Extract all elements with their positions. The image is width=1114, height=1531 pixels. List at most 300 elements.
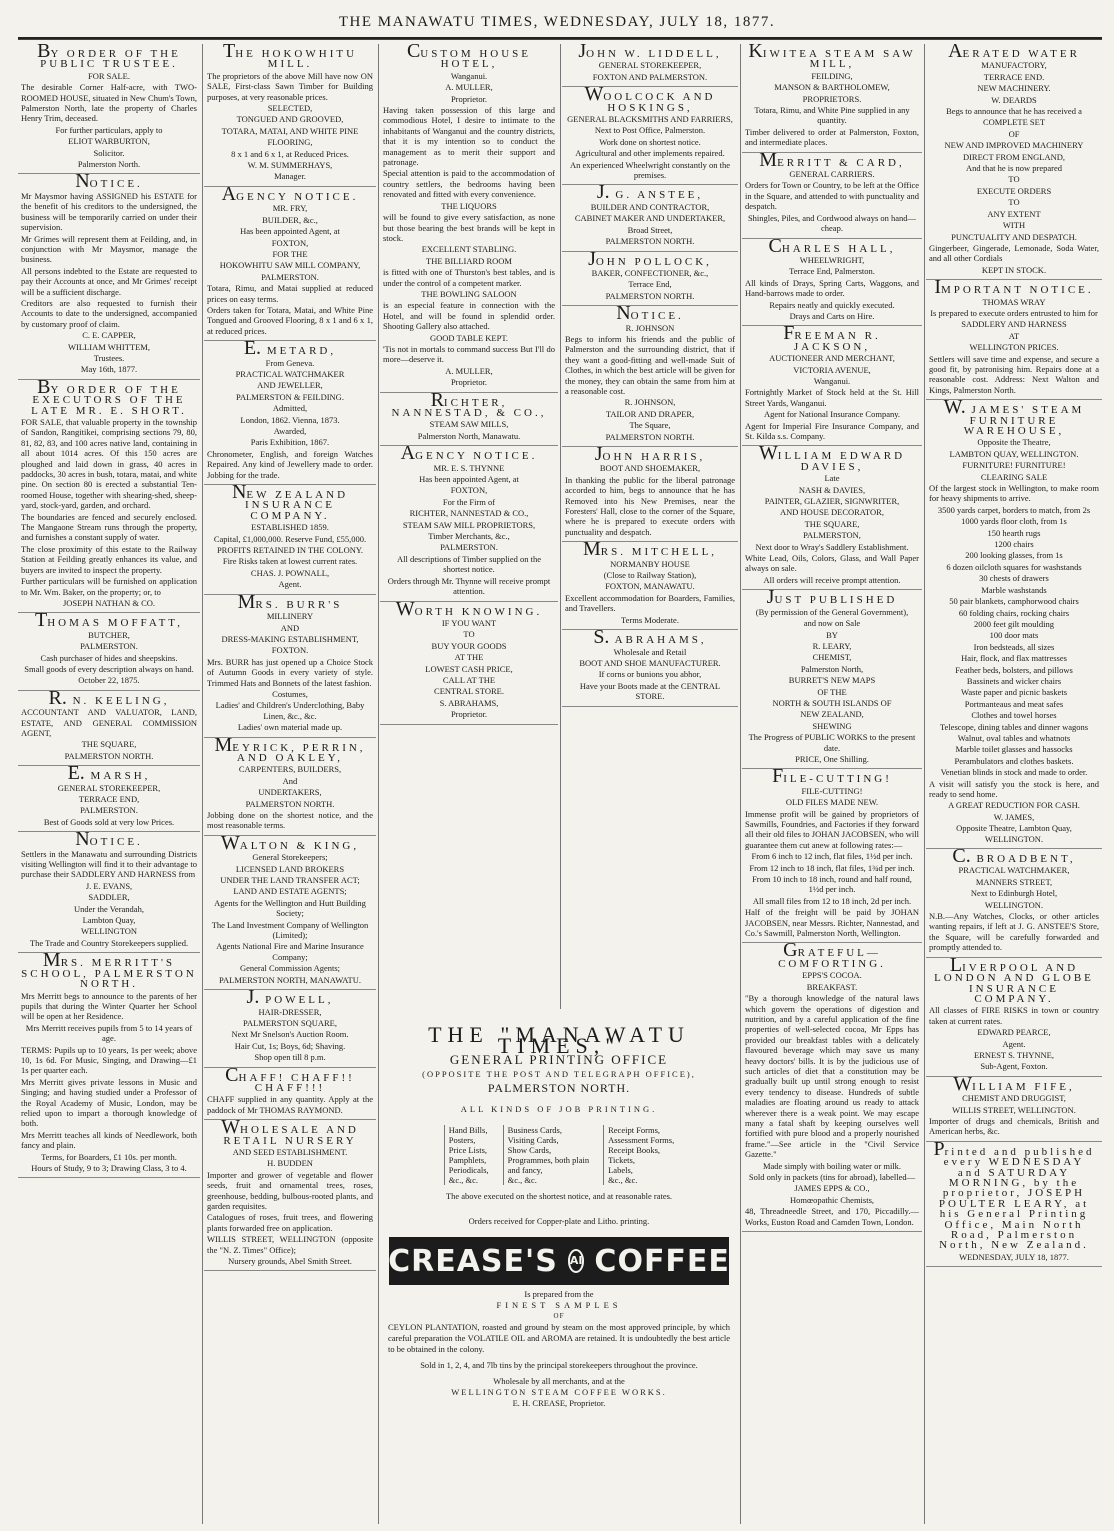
advertisement-line: PROFITS RETAINED IN THE COLONY. — [216, 545, 364, 556]
advertisement — [204, 733, 376, 836]
advertisement-line: Capital, £1,000,000. Reserve Fund, £55,000. — [213, 533, 367, 544]
advertisement-line: Having taken possession of this large and commodious Hotel, I desire to intimate to the inhabitants of Wanganui and the country districts, that it is my intention so to conduct the management as to merit their support and patronage. — [383, 105, 555, 168]
masthead-rule — [18, 37, 1102, 40]
advertisement-line: Half of the freight will be paid by JOHAN JACOBSEN, near Messrs. Richter, Nannestad, and Co.'s Sawmill, Palmerston North, Wellington. — [745, 907, 919, 939]
advertisement — [926, 276, 1102, 400]
coffee-wholesale: Wholesale by all merchants, and at the — [493, 1376, 625, 1386]
advertisement-line: SHEWING — [812, 720, 852, 731]
advertisement-line: May 16th, 1877. — [80, 364, 138, 375]
advertisement-line: PALMERSTON, — [803, 530, 861, 541]
advertisement-line: CHAS. J. POWNALL, — [250, 567, 330, 578]
advertisement-line: TO — [1008, 197, 1020, 208]
advertisement-heading: S. ABRAHAMS, — [593, 626, 707, 649]
advertisement-heading: JOHN HARRIS, — [594, 443, 706, 465]
column-2 — [204, 44, 376, 1524]
advertisement-heading: FREEMAN R. JACKSON, — [783, 322, 881, 353]
advertisement-line: WELLINGTON — [80, 926, 138, 937]
advertisement-line: FOR THE — [272, 248, 308, 259]
advertisement-line: AUCTIONEER AND MERCHANT, — [769, 353, 895, 364]
advertisement-line: PRACTICAL WATCHMAKER — [235, 368, 345, 379]
advertisement — [926, 396, 1102, 849]
advertisement-line: Mr Grimes will represent them at Feilding, and, in conjunction with Mr Maysmor, manage the business. — [21, 233, 197, 265]
advertisement-line: Drays and Carts on Hire. — [789, 310, 875, 321]
advertisement-heading: NEW ZEALAND INSURANCE COMPANY. — [231, 481, 349, 522]
advertisement-line: is fitted with one of Thurston's best tables, and is under the control of a competent marker. — [383, 267, 555, 288]
banner-right: COFFEE — [594, 1243, 730, 1279]
masthead: THE MANAWATU TIMES, WEDNESDAY, JULY 18, 1877. — [338, 14, 776, 30]
advertisement-line: (By permission of the General Government), — [755, 606, 909, 617]
advertisement-line: FILE-CUTTING! — [801, 785, 863, 796]
advertisement-line: Best of Goods sold at very low Prices. — [43, 816, 175, 827]
advertisement-heading: THE HOKOWHITU MILL. — [222, 44, 358, 71]
advertisement-line: Mrs Merritt teaches all kinds of Needlework, both fancy and plain. — [21, 1129, 197, 1151]
advertisement-line: JAMES EPPS & CO., — [794, 1183, 870, 1194]
advertisement-line: Next to Edinburgh Hotel, — [970, 888, 1058, 899]
advertisement-line: Shingles, Piles, and Cordwood always on hand—cheap. — [747, 212, 917, 234]
advertisement-line: Waste paper and picnic baskets — [961, 687, 1067, 698]
advertisement-line: PALMERSTON NORTH. — [245, 798, 335, 809]
advertisement-line: PAINTER, GLAZIER, SIGNWRITER, — [764, 496, 900, 507]
advertisement-line: If corns or bunions you abhor, — [598, 669, 702, 680]
advertisement-line: BUY YOUR GOODS — [431, 640, 507, 651]
advertisement-line: A. MULLER, — [445, 82, 493, 93]
advertisement-line: COMPLETE SET — [982, 117, 1046, 128]
advertisement-line: Lambton Quay, — [82, 915, 136, 926]
advertisement-line: 'Tis not in mortals to command success But I'll do more—deserve it. — [383, 343, 555, 365]
job-list-column — [503, 1125, 589, 1185]
advertisement-line: Chronometer, English, and foreign Watches Repaired. Any kind of Jewellery made to order. Jobbing for the trade. — [207, 448, 373, 480]
advertisement-line: Agent for Imperial Fire Insurance Company, and St. Kilda s.s. Company. — [745, 420, 919, 441]
advertisement-line: Orders for Town or Country, to be left at the Office in the Square, and attended to with punctuality and despatch. — [745, 180, 919, 212]
advertisement-line: WHEELWRIGHT, — [799, 254, 865, 265]
advertisement-line: Wanganui. — [813, 375, 851, 386]
advertisement-line: Telescope, dining tables and dinner wagons — [939, 721, 1089, 732]
advertisement-line: Begs to inform his friends and the public of Palmerston and the surrounding district, that if they want a good-fitting and well-made Suit of Clothes, in which the best article will be given for the money, they can obtain the same from him at a reasonable cost. — [565, 333, 735, 396]
advertisement-line: And that he is now prepared — [965, 163, 1063, 174]
advertisement-line: Broad Street, — [627, 224, 673, 235]
coffee-finest: FINEST SAMPLES — [496, 1300, 622, 1310]
advertisement-line: Mrs. BURR has just opened up a Choice Stock of Autumn Goods in every variety of style. Trimmed Hats and Bonnets of the latest fashion. — [207, 656, 373, 688]
job-item: &c., &c. — [507, 1175, 537, 1185]
advertisement-line: BY — [826, 629, 838, 640]
advertisement — [742, 234, 922, 327]
column-3 — [380, 44, 558, 1009]
advertisement-line: FOR SALE, that valuable property in the township of Sandon, Rangitikei, comprising sections 79, 80, 81, 82, 83, and 100 acres native land, containing in all about 1014 acres. Of this 150 acres are ploughed and laid down in grass, 40 acres in paddocks, 30 acres in bush, totara, matai, and white pine. On section 80 is erected a substantial Ten-roomed House, together with shearing-shed, sheep-yard, stock-yard, garden, and orchard. — [21, 417, 197, 511]
advertisement-heading: MRS. MERRITT'S SCHOOL, PALMERSTON NORTH. — [21, 949, 197, 991]
advertisement-line: TO — [463, 629, 475, 640]
advertisement-line: ELIOT WARBURTON, — [68, 136, 150, 147]
advertisement-line: MILLINERY — [266, 611, 314, 622]
advertisement-line: "By a thorough knowledge of the natural laws which govern the operations of digestion and nutrition, and by a careful application of the fine properties of well-selected cocoa, Mr Epps has provided our breakfast tables with a delicately flavoured beverage which may save us many heavy doctors' bills. It is by the judicious use of such articles of diet that a constitution may be gradually built up until strong enough to resist every tendency to disease. Hundreds of subtle maladies are floating around us ready to attack wherever there is a weak point. We may escape many a fatal shaft by keeping ourselves well fortified with pure blood and a properly nourished frame."—See article in the "Civil Service Gazette." — [745, 993, 919, 1160]
advertisement-line: TERRACE END. — [983, 71, 1045, 82]
advertisement-line: AND — [280, 622, 300, 633]
advertisement-line: 60 folding chairs, rocking chairs — [958, 607, 1070, 618]
advertisement-line: Repairs neatly and quickly executed. — [769, 299, 895, 310]
coffee-proprietor: E. H. CREASE, Proprietor. — [512, 1398, 606, 1408]
advertisement — [204, 986, 376, 1067]
advertisement-line: Admitted, — [272, 403, 308, 414]
advertisement — [204, 337, 376, 485]
advertisement-line: PRACTICAL WATCHMAKER, — [958, 865, 1070, 876]
advertisement-line: Of the largest stock in Wellington, to make room for heavy shipments to arrive. — [929, 483, 1099, 504]
advertisement-heading: BY ORDER OF THE PUBLIC TRUSTEE. — [37, 44, 181, 71]
advertisement-line: Venetian blinds in stock and made to order. — [940, 767, 1088, 778]
job-list-column — [444, 1125, 489, 1185]
advertisement-line: CHEMIST, — [812, 652, 852, 663]
advertisement — [562, 626, 738, 706]
advertisement-line: The close proximity of this estate to the Railway Station at Feilding greatly enhances its value, and buyers are invited to inspect the property. — [21, 543, 197, 575]
job-item: Business Cards, — [507, 1125, 562, 1135]
advertisement-line: LAMBTON QUAY, WELLINGTON. — [949, 448, 1079, 459]
job-item: &c., &c. — [448, 1175, 479, 1185]
advertisement-line: From 10 inch to 18 inch, round and half round, 1½d per inch. — [752, 874, 912, 895]
advertisement-line: CARPENTERS, BUILDERS, — [238, 764, 342, 775]
advertisement-line: The boundaries are fenced and securely enclosed. The Mangaone Stream runs through the property, and furnishes a constant supply of water. — [21, 511, 197, 543]
advertisement-line: Clothes and towel horses — [971, 710, 1057, 721]
advertisement-line: KEPT IN STOCK. — [981, 264, 1047, 275]
advertisement-line: 2000 feet gilt moulding — [973, 618, 1055, 629]
job-item: Hand Bills, — [448, 1125, 488, 1135]
job-item: Receipt Books, — [608, 1145, 661, 1155]
advertisement-line: PALMERSTON & FEILDING. — [236, 391, 344, 402]
coffee-works: WELLINGTON STEAM COFFEE WORKS. — [451, 1387, 667, 1397]
advertisement-line: Agents National Fire and Marine Insurance Company; — [216, 941, 364, 962]
advertisement-heading: MRS. BURR'S — [237, 590, 343, 613]
advertisement — [204, 831, 376, 990]
advertisement — [562, 538, 738, 630]
advertisement-heading: JOHN POLLOCK, — [588, 247, 712, 270]
advertisement-heading: FILE-CUTTING! — [772, 765, 892, 788]
advertisement-line: Shop open till 8 p.m. — [254, 1052, 326, 1063]
advertisement-line: MANSON & BARTHOLOMEW, — [774, 82, 890, 93]
printing-office-advertisement — [380, 1013, 738, 1518]
advertisement-line: Terms Moderate. — [621, 614, 679, 625]
advertisement-heading: MEYRICK, PERRIN, AND OAKLEY, — [214, 733, 366, 764]
printing-subtitle: GENERAL PRINTING OFFICE — [449, 1052, 669, 1067]
advertisement-heading: J. POWELL, — [246, 986, 334, 1009]
advertisement-line: PALMERSTON. — [80, 805, 138, 816]
advertisement-line: BAKER, CONFECTIONER, &c., — [591, 267, 709, 278]
advertisement-heading: WILLIAM FIFE, — [953, 1072, 1075, 1095]
advertisement — [380, 442, 558, 601]
advertisement-line: OLD FILES MADE NEW. — [785, 797, 879, 808]
advertisement — [742, 586, 922, 769]
advertisement-line: October 22, 1875. — [78, 675, 140, 686]
advertisement — [380, 44, 558, 393]
coffee-prepared: Is prepared from the — [524, 1289, 594, 1299]
coffee-of: OF — [553, 1312, 565, 1320]
advertisement-line: CHAFF supplied in any quantity. Apply at the paddock of Mr THOMAS RAYMOND. — [207, 1094, 373, 1115]
advertisement — [562, 443, 738, 542]
advertisement-line: FOXTON AND PALMERSTON. — [592, 71, 708, 82]
advertisement-line: Importer of drugs and chemicals, British and American herbs, &c. — [929, 1115, 1099, 1137]
advertisement-line: MR. E. S. THYNNE — [433, 462, 505, 473]
advertisement — [380, 388, 558, 447]
column-divider — [202, 44, 203, 1524]
column-1 — [18, 44, 200, 1524]
advertisement-line: UNDER THE LAND TRANSFER ACT; — [220, 875, 360, 886]
advertisement-line: Late — [824, 473, 840, 484]
advertisement-line: General Commission Agents; — [239, 963, 341, 974]
advertisement-line: HOKOWHITU SAW MILL COMPANY, — [219, 260, 361, 271]
job-item: and fancy, — [507, 1165, 543, 1175]
advertisement — [926, 953, 1102, 1077]
advertisement-line: Sub-Agent, Foxton. — [980, 1061, 1048, 1072]
job-item: Labels, — [608, 1165, 633, 1175]
advertisement-line: EXECUTE ORDERS — [976, 185, 1052, 196]
advertisement-line: The Square, — [629, 420, 671, 431]
advertisement-line: NEW AND IMPROVED MACHINERY — [944, 140, 1084, 151]
advertisement-line: CENTRAL STORE. — [434, 686, 504, 697]
advertisement-heading: RICHTER, NANNESTAD, & CO., — [391, 388, 547, 419]
advertisement — [926, 845, 1102, 958]
job-item: &c., &c. — [608, 1175, 638, 1185]
advertisement — [18, 170, 200, 379]
advertisement-line: GENERAL BLACKSMITHS AND FARRIERS, — [567, 114, 733, 125]
advertisement-heading: Printed and published every WEDNESDAY and SATURDAY MORNING, by the proprietor, JOSEPH POULTER LEARY, at his General Printing Office, Main North Road, Palmerston North, New Zealand. — [933, 1137, 1095, 1252]
advertisement-heading: WOOLCOCK AND HOSKINGS, — [584, 83, 716, 114]
advertisement-line: CABINET MAKER AND UNDERTAKER, — [574, 213, 726, 224]
advertisement-line: PALMERSTON NORTH. — [64, 750, 154, 761]
advertisement-line: H. BUDDEN — [267, 1158, 313, 1169]
advertisement — [380, 597, 558, 725]
advertisement-line: Immense profit will be gained by proprietors of Sawmills, Foundries, and Factories if they forward all their old files to JOHAN JACOBSEN, who will guarantee them cut anew at following rates:— — [745, 808, 920, 850]
advertisement-line: PALMERSTON. — [261, 271, 319, 282]
advertisement-line: A. MULLER, — [445, 365, 493, 376]
advertisement-heading: R. N. KEELING, — [48, 686, 170, 709]
job-list-column — [603, 1125, 674, 1185]
advertisement-line: EXCELLENT STABLING. — [421, 244, 517, 255]
advertisement-line: An experienced Wheelwright constantly on the premises. — [569, 159, 731, 181]
advertisement-line: BURRET'S NEW MAPS — [788, 675, 876, 686]
advertisement-line: PALMERSTON NORTH. — [605, 431, 695, 442]
advertisement-heading: WILLIAM EDWARD DAVIES, — [758, 442, 906, 473]
printing-address: (OPPOSITE THE POST AND TELEGRAPH OFFICE), — [422, 1069, 696, 1079]
advertisement-line: Mrs Merritt receives pupils from 5 to 14 years of age. — [25, 1022, 193, 1044]
advertisement-line: FOXTON, MANAWATU. — [605, 581, 695, 592]
advertisement-line: Opposite Theatre, Lambton Quay, WELLINGTON. — [956, 823, 1072, 844]
advertisement-line: TAILOR AND DRAPER, — [605, 408, 695, 419]
advertisement-line: For the Firm of — [442, 496, 496, 507]
advertisement-line: From Geneva. — [265, 357, 315, 368]
advertisement-line: Timber Merchants, &c., — [428, 531, 510, 542]
advertisement-line: W. M. SUMMERHAYS, — [247, 160, 333, 171]
advertisement-line: Hair, flock, and flax mattresses — [961, 653, 1067, 664]
advertisement-line: 100 door mats — [989, 630, 1039, 641]
ai-emblem-icon: AI — [568, 1249, 585, 1273]
advertisement-line: Have your Boots made at the CENTRAL STORE. — [579, 680, 721, 702]
advertisement-line: PALMERSTON NORTH. — [605, 236, 695, 247]
advertisement-line: TERRACE END, — [78, 794, 140, 804]
advertisement-heading: WHOLESALE AND RETAIL NURSERY — [221, 1116, 359, 1147]
advertisement — [742, 442, 922, 590]
advertisement-line: Hair Cut, 1s; Boys, 6d; Shaving. — [234, 1040, 346, 1051]
advertisement-line: All kinds of Drays, Spring Carts, Waggons, and Hand-barrows made to order. — [745, 277, 919, 299]
advertisement-line: BUILDER AND CONTRACTOR, — [590, 201, 710, 212]
advertisement-line: 48, Threadneedle Street, and 170, Piccadilly.—Works, Euston Road and Camden Town, London. — [745, 1206, 919, 1227]
advertisement-line: W. JAMES, — [993, 811, 1035, 822]
advertisement-line: GENERAL CARRIERS. — [789, 169, 875, 180]
advertisement-line: R. LEARY, — [812, 640, 852, 651]
job-item: Assessment Forms, — [608, 1135, 675, 1145]
advertisement-line: CHEMIST AND DRUGGIST, — [962, 1093, 1066, 1104]
advertisement-line: Has been appointed Agent, at — [419, 474, 519, 485]
advertisement-line: 6 dozen oilcloth squares for washstands — [946, 561, 1082, 572]
advertisement-line: Cash purchaser of hides and sheepskins. — [40, 652, 178, 663]
advertisement-line: TERMS: Pupils up to 10 years, 1s per week; above 10, 1s 6d. For Music, Singing, and Drawing—£1 1s per quarter each. — [21, 1044, 197, 1076]
advertisement-line: THE SQUARE, — [804, 518, 860, 529]
advertisement-line: WELLINGTON PRICES. — [969, 342, 1059, 353]
advertisement-line: BREAKFAST. — [806, 981, 858, 992]
advertisement-line: Mrs Merritt gives private lessons in Music and Singing; and having studied under a Professor of the Royal Academy of Music, London, may be relied upon to impart a thorough knowledge of both. — [21, 1076, 197, 1129]
column-divider — [740, 44, 741, 1524]
advertisement-heading: IMPORTANT NOTICE. — [934, 276, 1094, 299]
job-item: Programmes, both plain — [507, 1155, 590, 1165]
advertisement — [204, 44, 376, 187]
advertisement — [742, 765, 922, 943]
advertisement — [562, 247, 738, 307]
advertisement-line: The Land Investment Company of Wellington (Limited); — [211, 919, 369, 941]
advertisement-line: Fire Risks taken at lowest current rates. — [222, 556, 358, 567]
job-item: Visiting Cards, — [507, 1135, 559, 1145]
advertisement-line: (Close to Railway Station), — [603, 570, 697, 581]
advertisement-heading: W. JAMES' STEAM FURNITURE WAREHOUSE, — [943, 396, 1085, 437]
banner-left: CREASE'S — [388, 1243, 558, 1279]
advertisement-line: Orders taken for Totara, Matai, and White Pine Tongued and Grooved Flooring, 8 x 1 and 6 x 1, at reduced prices. — [207, 304, 373, 336]
advertisement-line: FOXTON, — [450, 485, 488, 496]
advertisement — [926, 1137, 1102, 1267]
advertisement-line: N.B.—Any Watches, Clocks, or other articles wanting repairs, if left at J. G. ANSTEE'S Store, the Square, will be carefully forwarded and promptly attended to. — [929, 911, 1099, 953]
advertisement-line: TOTARA, MATAI, AND WHITE PINE — [221, 125, 359, 136]
advertisement — [18, 949, 200, 1178]
advertisement-line: Has been appointed Agent, at — [240, 226, 340, 237]
advertisement-line: Opposite the Theatre, — [977, 437, 1051, 448]
advertisement-line: All small files from 12 to 18 inch, 2d per inch. — [752, 895, 912, 906]
advertisement — [562, 302, 738, 447]
advertisement-line: Is prepared to execute orders entrusted to him for — [930, 307, 1098, 318]
advertisement-line: PALMERSTON NORTH, MANAWATU. — [219, 974, 361, 985]
advertisement-line: MR. FRY, — [272, 203, 308, 214]
advertisement-heading: NOTICE. — [75, 828, 143, 851]
advertisement-line: Wholesale and Retail — [613, 646, 687, 657]
advertisement-line: is an especial feature in connection with the Hotel, and will be found in splendid order. Shooting Gallery also attached. — [383, 300, 555, 332]
advertisement-line: Agent. — [1002, 1038, 1026, 1049]
advertisement-heading: GRATEFUL—COMFORTING. — [778, 939, 886, 970]
advertisement-line: 1200 chairs — [994, 539, 1034, 550]
advertisement-line: THE LIQUORS — [441, 200, 497, 211]
column-divider — [924, 44, 925, 1524]
advertisement-line: Terms, for Boarders, £1 10s. per month. — [41, 1151, 177, 1162]
advertisement-line: BUTCHER, — [88, 629, 130, 640]
advertisement — [18, 762, 200, 832]
advertisement-line: Agent. — [278, 579, 302, 590]
advertisement-line: Importer and grower of vegetable and flower seeds, fruit and ornamental trees, roses, greenhouse, bedding, bulbous-rooted plants, and garden requisites. — [207, 1169, 373, 1211]
advertisement-line: ESTABLISHED 1859. — [251, 522, 329, 533]
advertisement — [18, 44, 200, 174]
advertisement-line: PALMERSTON. — [80, 641, 138, 652]
advertisement-line: FOXTON. — [271, 645, 309, 656]
advertisement-line: NEW MACHINERY. — [977, 83, 1051, 94]
advertisement-line: CLEARING SALE — [980, 471, 1048, 482]
advertisement-line: Palmerston North, — [800, 663, 864, 674]
advertisement-heading: AERATED WATER — [948, 44, 1080, 62]
advertisement-line: The desirable Corner Half-acre, with TWO-ROOMED HOUSE, situated in New Chum's Town, Palmerston North, late the property of Charles Henry Trim, deceased. — [21, 82, 197, 124]
job-item: Periodicals, — [448, 1165, 489, 1175]
advertisement-line: Walnut, oval tables and whatnots — [957, 732, 1071, 743]
advertisement-line: PALMERSTON NORTH. — [605, 290, 695, 301]
advertisement-line: Orders through Mr. Thynne will receive prompt attention. — [387, 575, 551, 597]
advertisement-line: In thanking the public for the liberal patronage accorded to him, begs to announce that he has Removed into his New Premises, near the Foresters' Hall, close to the corner of the Square, where he is prepared to execute orders with punctuality and despatch. — [565, 474, 735, 537]
advertisement-line: Next Mr Snelson's Auction Room. — [231, 1029, 349, 1040]
advertisement-line: GENERAL STOREKEEPER, — [598, 60, 702, 71]
advertisement-line: GENERAL STOREKEEPER, — [57, 782, 161, 793]
advertisement-line: Further particulars will be furnished on application to Mr. Wm. Baker, on the property; or, to — [21, 576, 197, 597]
advertisement-line: AT THE — [454, 652, 484, 663]
advertisement-line: White Lead, Oils, Colors, Glass, and Wall Paper always on sale. — [745, 553, 919, 574]
advertisement-line: FOR SALE. — [87, 70, 131, 81]
advertisement-line: Iron bedsteads, all sizes — [973, 641, 1055, 652]
advertisement — [742, 322, 922, 446]
advertisement — [18, 686, 200, 766]
advertisement-line: STEAM SAW MILL PROPRIETORS, — [402, 519, 536, 530]
advertisement-line: Solicitor. — [93, 147, 125, 158]
column-5 — [742, 44, 922, 1524]
column-4 — [562, 44, 738, 1009]
advertisement-line: Marble washstands — [981, 584, 1047, 595]
advertisement-line: AND JEWELLER, — [257, 380, 323, 391]
column-divider — [560, 44, 561, 1009]
coffee-sold: Sold in 1, 2, 4, and 7lb tins by the principal storekeepers throughout the province. — [420, 1360, 698, 1370]
advertisement-line: AND SEED ESTABLISHMENT. — [232, 1146, 348, 1157]
advertisement-line: BUILDER, &c., — [262, 214, 318, 225]
advertisement-line: Wanganui. — [450, 70, 488, 81]
advertisement-heading: LIVERPOOL AND LONDON AND GLOBE INSURANCE COMPANY. — [934, 953, 1094, 1005]
advertisement-line: CALL AT THE — [442, 674, 496, 685]
advertisement — [926, 1072, 1102, 1142]
advertisement-line: PUNCTUALITY AND DESPATCH. — [951, 231, 1077, 242]
advertisement-line: ERNEST S. THYNNE, — [974, 1049, 1054, 1060]
advertisement-line: Trustees. — [93, 352, 125, 363]
printing-city: PALMERSTON NORTH. — [487, 1081, 631, 1095]
advertisement-line: R. JOHNSON, — [624, 397, 676, 408]
advertisement-line: Costumes, — [272, 688, 308, 699]
job-item: Show Cards, — [507, 1145, 552, 1155]
advertisement-line: W. DEARDS — [991, 94, 1037, 105]
advertisement-line: 8 x 1 and 6 x 1, at Reduced Prices. — [231, 148, 349, 159]
advertisement-line: THOMAS WRAY — [982, 296, 1046, 307]
advertisement-line: Excellent accommodation for Boarders, Families, and Travellers. — [565, 592, 735, 614]
advertisement-line: R. JOHNSON — [625, 322, 675, 333]
job-item: Pamphlets, — [448, 1155, 487, 1165]
advertisement-line: RICHTER, NANNESTAD & CO., — [409, 508, 529, 519]
advertisement-line: Nursery grounds, Abel Smith Street. — [228, 1256, 352, 1267]
advertisement-line: WILLIAM WHITTEM, — [68, 341, 150, 352]
advertisement-line: FOXTON, — [271, 237, 309, 248]
advertisement-heading: KIWITEA STEAM SAW MILL, — [748, 44, 916, 71]
advertisement — [562, 83, 738, 185]
advertisement-line: All orders will receive prompt attention. — [763, 574, 901, 585]
advertisement-line: Perambulators and clothes baskets. — [954, 755, 1074, 766]
advertisement-line: Terrace End, Palmerston. — [789, 266, 875, 277]
printing-title: THE "MANAWATU TIMES," — [428, 1022, 690, 1058]
advertisement-line: HAIR-DRESSER, — [258, 1006, 322, 1017]
column-divider — [378, 44, 379, 1524]
advertisement-line: J. E. EVANS, — [85, 880, 133, 891]
advertisement-line: Manager. — [274, 171, 306, 182]
job-item: Receipt Forms, — [608, 1125, 661, 1135]
advertisement-heading: AGENCY NOTICE. — [400, 442, 538, 465]
advertisement-heading: JUST PUBLISHED — [766, 586, 898, 609]
